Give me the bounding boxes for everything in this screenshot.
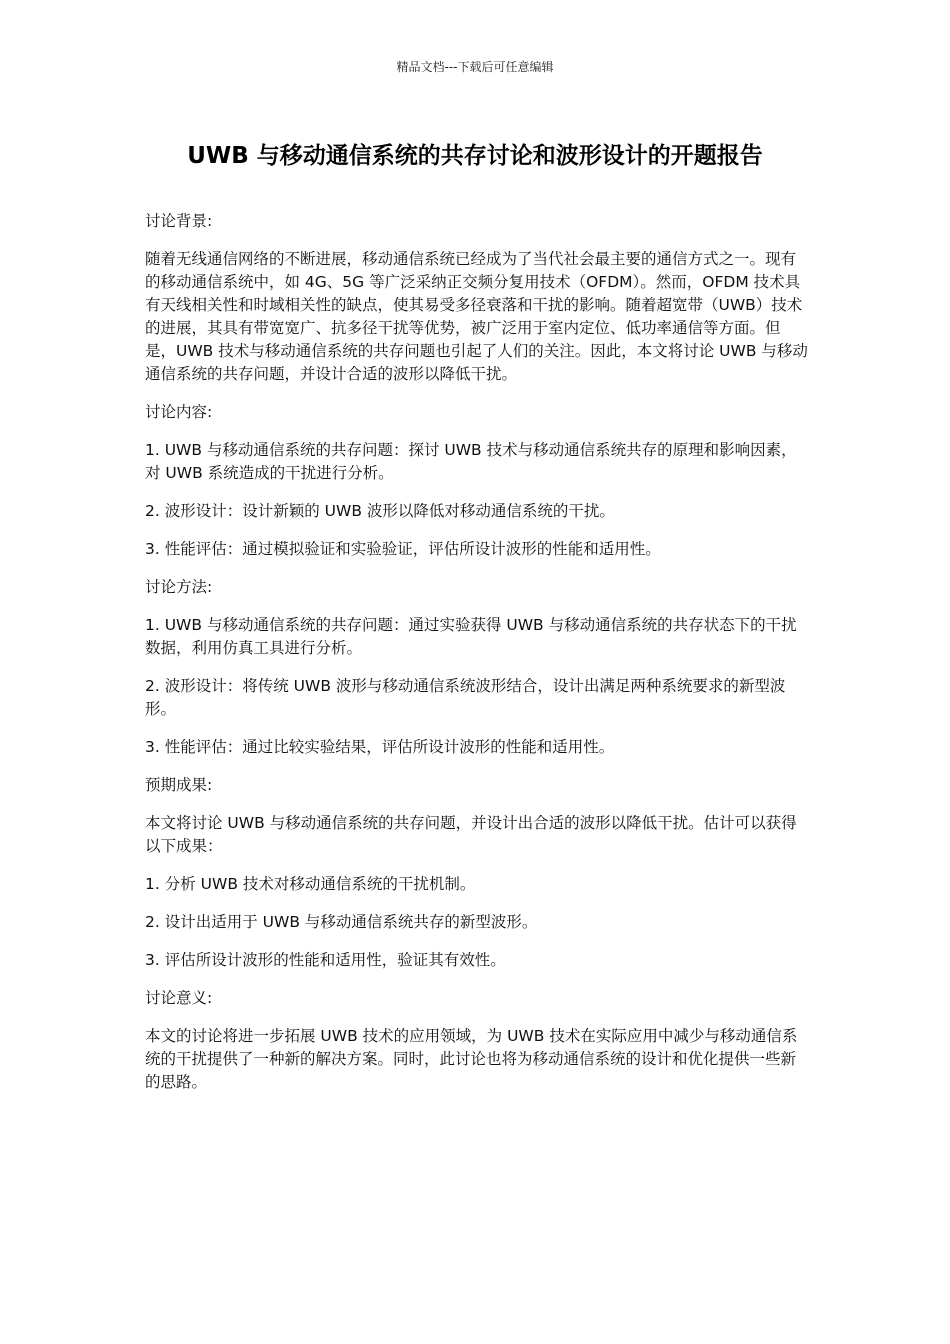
- section-heading-background: 讨论背景:: [145, 212, 213, 230]
- method-item: 3. 性能评估：通过比较实验结果，评估所设计波形的性能和适用性。: [145, 738, 615, 756]
- content-item: 2. 波形设计：设计新颖的 UWB 波形以降低对移动通信系统的干扰。: [145, 502, 615, 520]
- content-item: 1. UWB 与移动通信系统的共存问题：探讨 UWB 技术与移动通信系统共存的原理和影响因素，对 UWB 系统造成的干扰进行分析。: [145, 441, 797, 482]
- results-item: 2. 设计出适用于 UWB 与移动通信系统共存的新型波形。: [145, 913, 538, 931]
- section-heading-method: 讨论方法:: [145, 578, 213, 596]
- document-title: UWB 与移动通信系统的共存讨论和波形设计的开题报告: [187, 143, 763, 169]
- header-note: 精品文档---下载后可任意编辑: [396, 60, 554, 74]
- results-intro: 本文将讨论 UWB 与移动通信系统的共存问题，并设计出合适的波形以降低干扰。估计可以获得以下成果：: [145, 814, 797, 855]
- section-heading-results: 预期成果:: [145, 776, 213, 794]
- section-heading-content: 讨论内容:: [145, 403, 213, 421]
- method-item: 1. UWB 与移动通信系统的共存问题：通过实验获得 UWB 与移动通信系统的共存状态下的干扰数据，利用仿真工具进行分析。: [145, 616, 797, 657]
- results-item: 1. 分析 UWB 技术对移动通信系统的干扰机制。: [145, 875, 476, 893]
- significance-paragraph: 本文的讨论将进一步拓展 UWB 技术的应用领域，为 UWB 技术在实际应用中减少与移动通信系统的干扰提供了一种新的解决方案。同时，此讨论也将为移动通信系统的设计和优化提供一些新的思路。: [145, 1027, 798, 1091]
- background-paragraph: 随着无线通信网络的不断进展，移动通信系统已经成为了当代社会最主要的通信方式之一。现有的移动通信系统中，如 4G、5G 等广泛采纳正交频分复用技术（OFDM）。然而，OFDM 技术具有天线相关性和时域相关性的缺点，使其易受多径衰落和干扰的影响。随着超宽带（UWB）技术的进展，其具有带宽宽广、抗多径干扰等优势，被广泛用于室内定位、低功率通信等方面。但是，UWB 技术与移动通信系统的共存问题也引起了人们的关注。因此，本文将讨论 UWB 与移动通信系统的共存问题，并设计合适的波形以降低干扰。: [145, 250, 808, 383]
- document-body: [145, 210, 810, 1109]
- method-item: 2. 波形设计：将传统 UWB 波形与移动通信系统波形结合，设计出满足两种系统要求的新型波形。: [145, 677, 786, 718]
- content-item: 3. 性能评估：通过模拟验证和实验验证，评估所设计波形的性能和适用性。: [145, 540, 661, 558]
- results-item: 3. 评估所设计波形的性能和适用性，验证其有效性。: [145, 951, 506, 969]
- section-heading-significance: 讨论意义:: [145, 989, 213, 1007]
